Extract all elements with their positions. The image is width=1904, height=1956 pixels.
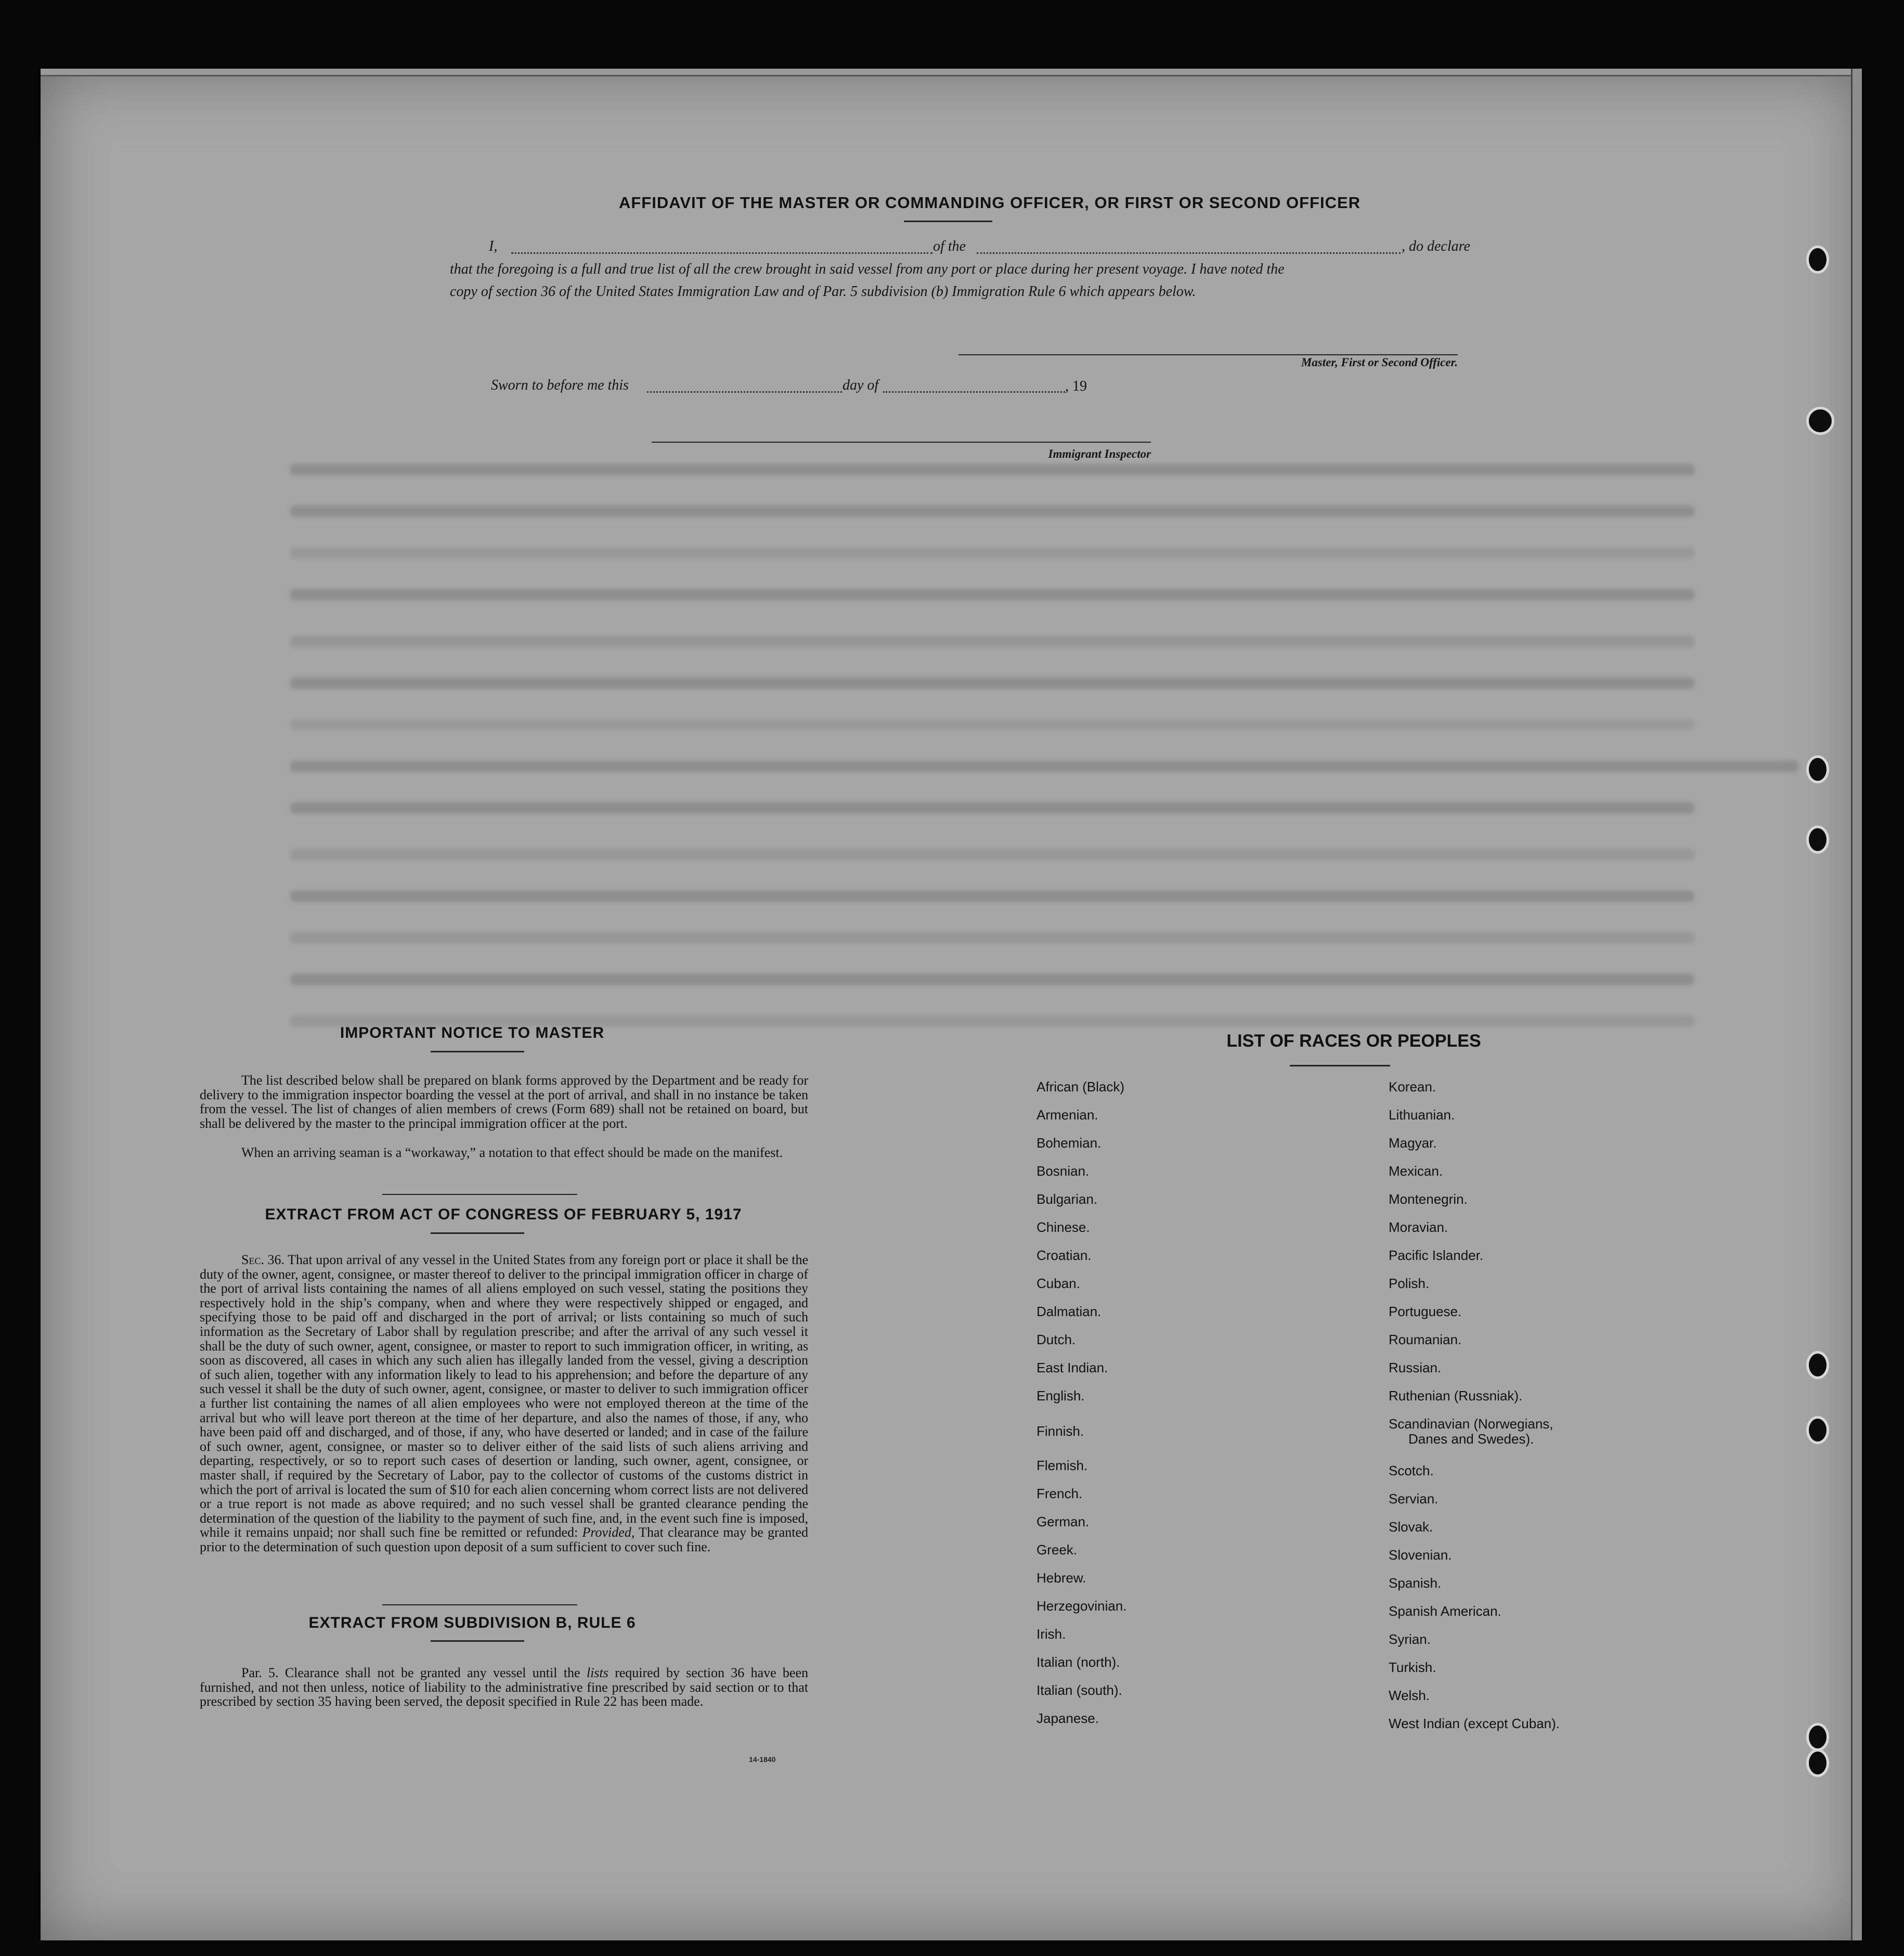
act-extract-title: EXTRACT FROM ACT OF CONGRESS OF FEBRUARY 5, 1917 [265,1206,742,1223]
race-item: Bosnian. [1037,1163,1090,1179]
race-item: Spanish American. [1389,1603,1501,1619]
affidavit-title: AFFIDAVIT OF THE MASTER OR COMMANDING OFFICER, OR FIRST OR SECOND OFFICER [618,194,1361,212]
race-item: Welsh. [1389,1688,1430,1703]
race-item: Japanese. [1037,1710,1099,1726]
race-item: Cuban. [1037,1276,1080,1291]
race-item: Italian (north). [1037,1654,1120,1670]
race-item: Dutch. [1037,1332,1076,1347]
act-section-body: That upon arrival of any vessel in the United States from any foreign port or place it shall be the duty of the owner, agent, consignee, or master thereof to deliver to the principal immigration officer in charge of the port of arrival lists containing the names of all aliens employed on such vessel, stating the positions they respectively hold in the ship’s company, when and where they were respectively shipped or engaged, and specifying those to be paid off and discharged in the port of arrival; or lists containing so much of such information as the Secretary of Labor shall by regulation prescribe; and after the arrival of any such vessel it shall be the duty of such owner, agent, consignee, or master to report to such immigration officer, in writing, as soon as discovered, all cases in which any such alien has illegally landed from the vessel, giving a description of such alien, together with any information likely to lead to his apprehension; and before the departure of any such vessel it shall be the duty of such owner, agent, consignee, or master to deliver to such immigration officer a further list containing the names of all alien employees who were not employed thereon at the time of the arrival but who will leave port thereon at the time of her departure, and also the names of those, if any, who have been paid off and discharged, and of those, if any, who have deserted or landed; and in case of the failure of such owner, agent, consignee, or master so to deliver either of the said lists of such aliens arriving and departing, respectively, or so to report such cases of desertion or landing, such owner, agent, consignee, or master shall, if required by the Secretary of Labor, pay to the collector of customs of the customs district in which the port of arrival is located the sum of $10 for each alien concerning whom correct lists are not delivered or a true report is not made as above required; and no such vessel shall be granted clearance pending the determination of the question of the liability to the payment of such fine, and, in the event such fine is imposed, while it remains unpaid; nor shall such fine be remitted or refunded: [200,1252,809,1540]
rule-extract-title: EXTRACT FROM SUBDIVISION B, RULE 6 [308,1614,636,1631]
race-item: Finnish. [1037,1423,1084,1439]
act-provided-label: Provided, [582,1525,635,1540]
race-item: German. [1037,1514,1090,1529]
affidavit-declaration-line2: that the foregoing is a full and true list of all the crew brought in said vessel from any port or place during her present voyage. I have noted the [450,261,1285,277]
affidavit-declaration-line3: copy of section 36 of the United States Immigration Law and of Par. 5 subdivision (b) Immigration Rule 6 which appears below. [450,284,1196,300]
act-section-label: Sec. 36. [241,1252,285,1267]
race-item: Dalmatian. [1037,1304,1102,1319]
notice-paragraph-2: When an arriving seaman is a “workaway,” a notation to that effect should be made on the manifest. [241,1145,783,1160]
race-item: Herzegovinian. [1037,1598,1127,1614]
sworn-day-of-label: day of [843,377,879,393]
document-page [41,69,1862,1940]
race-item: Scotch. [1389,1463,1434,1478]
race-item: West Indian (except Cuban). [1389,1716,1560,1731]
notice-title-underline [431,1051,524,1052]
rule-text-end: required by section 36 have been furnished, and not then unless, notice of liability to the administrative fine prescribed by said section or to that prescribed by section 35 having been served, the deposit specified in Rule 22 has been made. [200,1665,809,1709]
master-signature-label: Master, First or Second Officer. [1301,356,1458,369]
race-item: Korean. [1389,1079,1436,1095]
race-item: East Indian. [1037,1360,1108,1375]
rule-paragraph-5 [200,1666,808,1709]
race-item: Irish. [1037,1626,1066,1642]
race-item: Italian (south). [1037,1682,1122,1698]
race-item: Ruthenian (Russniak). [1389,1388,1523,1404]
page-top-edge [41,69,1862,76]
race-item: Lithuanian. [1389,1107,1455,1123]
affidavit-name-field [511,252,932,254]
race-item: Chinese. [1037,1219,1090,1235]
race-item: Bulgarian. [1037,1191,1098,1207]
race-item: Servian. [1389,1491,1439,1507]
affidavit-i-label: I, [489,238,498,254]
race-item: English. [1037,1388,1085,1404]
race-item: African (Black) [1037,1079,1125,1095]
notice-paragraph-1: The list described below shall be prepared on blank forms approved by the Department and be ready for delivery to the immigration inspector boarding the vessel at the port of arrival, and shall in no instance be taken from the vessel. The list of changes of alien members of crews (Form 689) shall not be retained on board, but shall be delivered by the master to the principal immigration officer at the port. [200,1073,808,1131]
race-item: Scandinavian (Norwegians, [1389,1416,1553,1432]
race-item: Bohemian. [1037,1135,1102,1151]
race-item: Slovenian. [1389,1547,1452,1563]
sworn-year-label: , 19 [1065,378,1087,394]
section-divider-1 [382,1194,577,1195]
form-number: 14-1840 [749,1755,776,1764]
affidavit-title-underline [904,221,992,222]
race-item: Magyar. [1389,1135,1437,1151]
sworn-label: Sworn to before me this [491,377,629,393]
master-signature-line [959,354,1458,355]
race-item: Flemish. [1037,1458,1088,1473]
race-item: Armenian. [1037,1107,1098,1123]
affidavit-vessel-field [977,252,1401,254]
race-item: Portuguese. [1389,1304,1462,1319]
race-item: Hebrew. [1037,1570,1086,1586]
race-item: Montenegrin. [1389,1191,1468,1207]
race-item: Greek. [1037,1542,1078,1558]
page-right-edge [1851,69,1862,1940]
rule-title-underline [431,1640,524,1642]
races-title: LIST OF RACES OR PEOPLES [1226,1031,1481,1051]
race-item: Syrian. [1389,1631,1431,1647]
race-item: French. [1037,1486,1083,1501]
rule-text-start: Par. 5. Clearance shall not be granted any vessel until the [241,1665,580,1680]
race-item: Turkish. [1389,1659,1436,1675]
rule-lists-word: lists [586,1665,608,1680]
race-item: Slovak. [1389,1519,1433,1535]
race-item: Polish. [1389,1276,1430,1291]
affidavit-of-the-label: of the [933,238,966,254]
race-item: Croatian. [1037,1247,1092,1263]
act-title-underline [431,1232,524,1234]
race-item: Spanish. [1389,1575,1442,1591]
inspector-label: Immigrant Inspector [1048,447,1151,460]
act-section-end: That clearance may be granted prior to the determination of such question upon deposit of a sum sufficient to cover such fine. [200,1525,809,1554]
race-item: Pacific Islander. [1389,1247,1484,1263]
race-item: Roumanian. [1389,1332,1462,1347]
affidavit-do-declare: , do declare [1402,238,1470,254]
race-item: Moravian. [1389,1219,1448,1235]
sworn-month-field [883,391,1065,393]
inspector-signature-line [652,442,1151,443]
notice-title: IMPORTANT NOTICE TO MASTER [340,1024,605,1041]
race-item-continuation: Danes and Swedes). [1408,1431,1534,1447]
race-item: Russian. [1389,1360,1442,1375]
section-divider-2 [382,1604,577,1605]
race-item: Mexican. [1389,1163,1443,1179]
act-section-36-text [200,1253,808,1554]
races-title-underline [1290,1065,1390,1066]
sworn-day-field [647,391,842,393]
